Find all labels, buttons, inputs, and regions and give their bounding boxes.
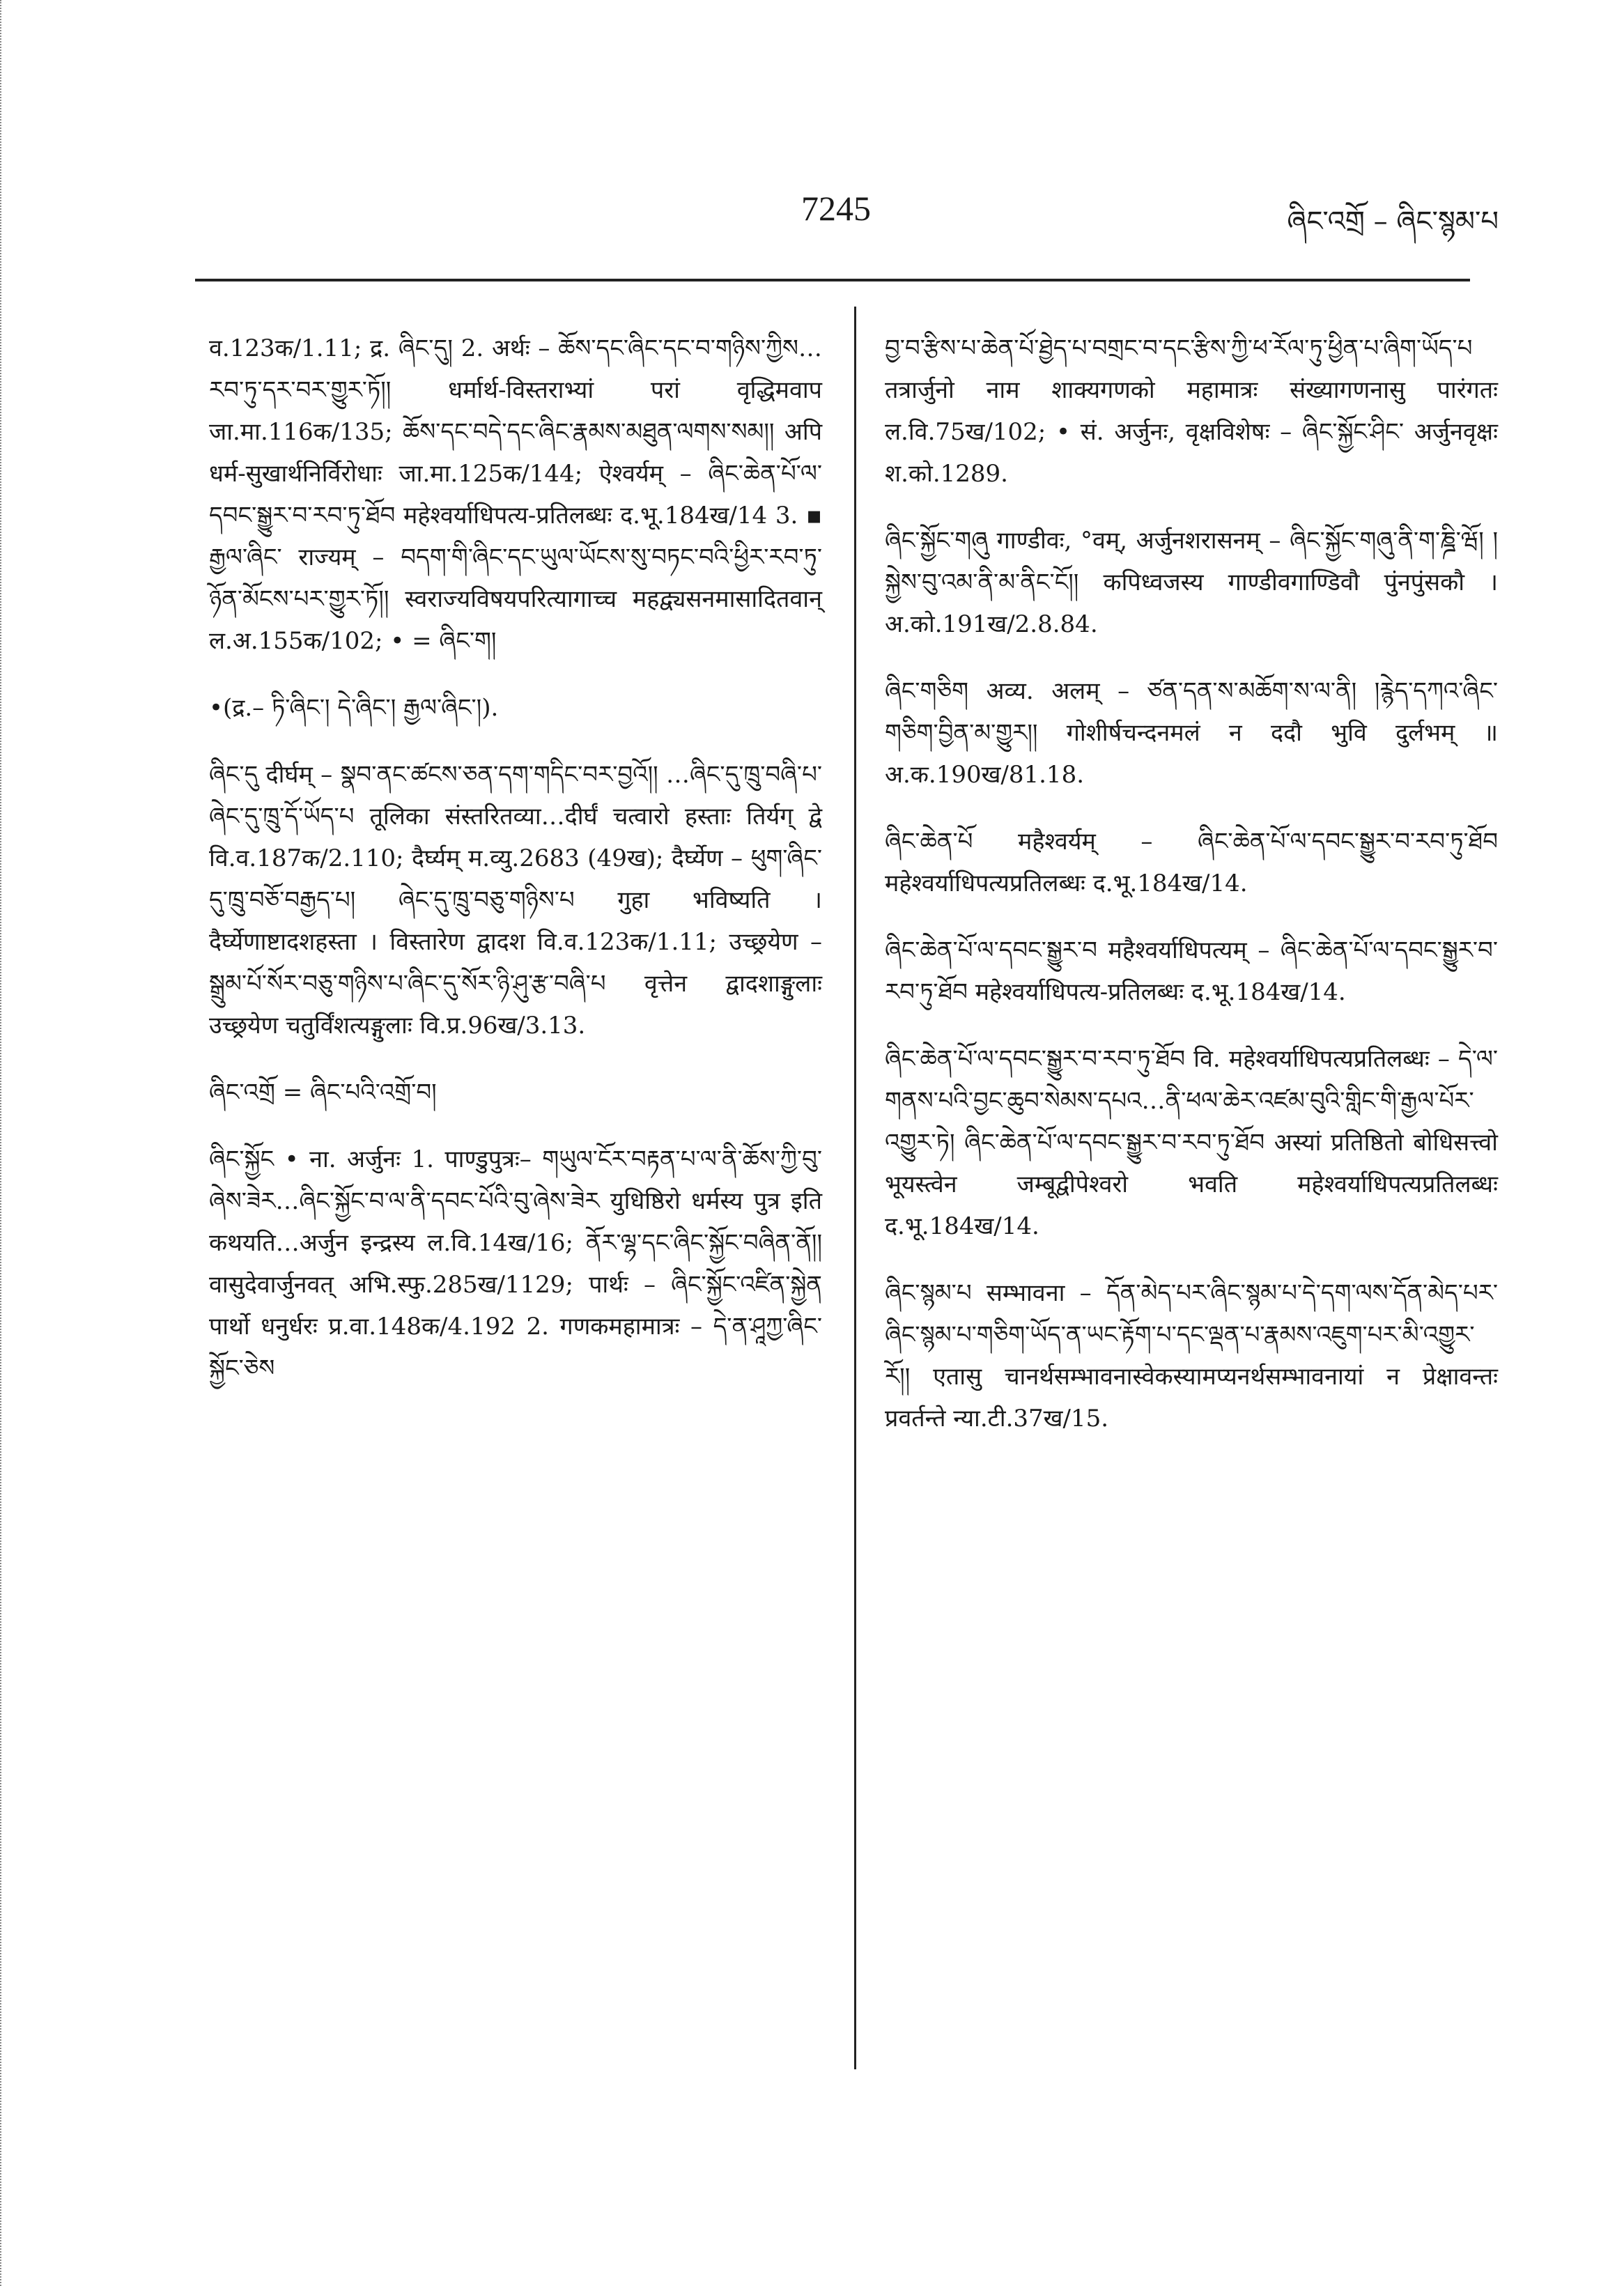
dictionary-entry bbox=[885, 1038, 1498, 1247]
dictionary-entry bbox=[885, 327, 1498, 495]
page-number: 7245 bbox=[801, 189, 871, 228]
entry-text: •(द्र.– ཏི་ཞིང་། དེ་ཞིང་། རྒྱལ་ཞིང་།). bbox=[209, 694, 499, 722]
entry-text: ཞིང་གཅིག अव्य. अलम् – ཙན་དན་ས་མཆོག་ས་ལ་ནི། །རྙེད་དཀའ་ཞིང་གཅིག་བྱིན་མ་གྱུར།། गोशीर्षचन्दनमलं न ददौ भुवि दुर्लभम् ॥ अ.क.190ख/81.18. bbox=[885, 677, 1498, 789]
dictionary-entry bbox=[885, 929, 1498, 1013]
entry-text: ཞིང་དུ दीर्घम् – སྣབ་ནང་ཚངས་ཅན་དག་གདིང་བར་བྱའོ།། …ཞིང་དུ་ཁྲུ་བཞི་པ་ཞེང་དུ་ཁྲུ་དོ་ཡོད་པ तूलिका संस्तरितव्या…दीर्घं चत्वारो हस्ताः तिर्यग् द्वे वि.व.187क/2.110; दैर्घ्यम् म.व्यु.2683 (49ख); दैर्घ्येण – ཕུག་ཞིང་དུ་ཁྲུ་བཅོ་བརྒྱད་པ། ཞེང་དུ་ཁྲུ་བཅུ་གཉིས་པ गुहा भविष्यति । दैर्घ्येणाष्टादशहस्ता । विस्तारेण द्वादश वि.व.123क/1.11; उच्छ्रयेण – སྒྲུམ་པོ་སོར་བཅུ་གཉིས་པ་ཞིང་དུ་སོར་ཉི་ཤུ་རྩ་བཞི་པ वृत्तेन द्वादशाङ्गुलाः उच्छ्रयेण चतुर्विंशत्यङ्गुलाः वि.प्र.96ख/3.13. bbox=[209, 761, 822, 1040]
entry-text: ཞིང་སྐྱོང • ना. अर्जुनः 1. पाण्डुपुत्रः– གཡུལ་ངོར་བརྟན་པ་ལ་ནི་ཆོས་ཀྱི་བུ་ཞེས་ཟེར…ཞིང་སྐྱོང་བ་ལ་ནི་དབང་པོའི་བུ་ཞེས་ཟེར युधिष्ठिरो धर्मस्य पुत्र इति कथयति…अर्जुन इन्द्रस्य ल.वि.14ख/16; ནོར་ལྷ་དང་ཞིང་སྐྱོང་བཞིན་ནོ།། वासुदेवार्जुनवत् अभि.स्फु.285ख/1129; पार्थः – ཞིང་སྐྱོང་འཛིན་སྐྱེན पार्थो धनुर्धरः प्र.वा.148क/4.192 2. गणकमहामात्रः – དེ་ན་ཤཱཀྱ་ཞིང་སྐྱོང་ཅེས bbox=[209, 1145, 822, 1382]
left-column bbox=[209, 327, 822, 1414]
dictionary-entry bbox=[209, 754, 822, 1047]
entry-text: ཞིང་ཆེན་པོ་ལ་དབང་སྒྱུར་བ महैश्वर्याधिपत्यम् – ཞིང་ཆེན་པོ་ལ་དབང་སྒྱུར་བ་རབ་ཏུ་ཐོབ महेश्वर्याधिपत्य-प्रतिलब्धः द.भू.184ख/14. bbox=[885, 936, 1498, 1006]
entry-text: ཞིང་ཆེན་པོ་ལ་དབང་སྒྱུར་བ་རབ་ཏུ་ཐོབ वि. महेश्वर्याधिपत्यप्रतिलब्धः – དེ་ལ་གནས་པའི་བྱང་ཆུབ་སེམས་དཔའ…ནི་ཕལ་ཆེར་འཛམ་བུའི་གླིང་གི་རྒྱལ་པོར་འགྱུར་ཏེ། ཞིང་ཆེན་པོ་ལ་དབང་སྒྱུར་བ་རབ་ཏུ་ཐོབ अस्यां प्रतिष्ठितो बोधिसत्त्वो भूयस्त्वेन जम्बूद्वीपेश्वरो भवति महेश्वर्याधिपत्यप्रतिलब्धः द.भू.184ख/14. bbox=[885, 1045, 1498, 1240]
right-column bbox=[885, 327, 1498, 1465]
dictionary-entry bbox=[209, 327, 822, 662]
entry-text: ཞིང་སྙམ་པ सम्भावना – དོན་མེད་པར་ཞིང་སྙམ་པ་དེ་དག་ལས་དོན་མེད་པར་ཞིང་སྙམ་པ་གཅིག་ཡོད་ན་ཡང་རྟོག་པ་དང་ལྡན་པ་རྣམས་འཇུག་པར་མི་འགྱུར་རོ།། एतासु चानर्थसम्भावनास्वेकस्यामप्यनर्थसम्भावनायां न प्रेक्षावन्तः प्रवर्तन्ते न्या.टी.37ख/15. bbox=[885, 1279, 1498, 1432]
entry-text: ཞིང་ཆེན་པོ महैश्वर्यम् – ཞིང་ཆེན་པོ་ལ་དབང་སྒྱུར་བ་རབ་ཏུ་ཐོབ महेश्वर्याधिपत्यप्रतिलब्धः द.भू.184ख/14. bbox=[885, 828, 1498, 897]
dictionary-entry bbox=[209, 1138, 822, 1389]
dictionary-entry bbox=[885, 520, 1498, 645]
dictionary-entry bbox=[885, 670, 1498, 796]
entry-text: व.123क/1.11; द्र. ཞིང་དུ། 2. अर्थः – ཆོས་དང་ཞིང་དང་བ་གཉིས་ཀྱིས…རབ་ཏུ་དར་བར་གྱུར་ཏོ།། धर्मार्थ-विस्तराभ्यां परां वृद्धिमवाप जा.मा.116क/135; ཆོས་དང་བདེ་དང་ཞིང་རྣམས་མཐུན་ལགས་སམ།། अपि धर्म-सुखार्थनिर्विरोधाः जा.मा.125क/144; ऐश्वर्यम् – ཞིང་ཆེན་པོ་ལ་དབང་སྒྱུར་བ་རབ་ཏུ་ཐོབ महेश्वर्याधिपत्य-प्रतिलब्धः द.भू.184ख/14 3. ▪ རྒྱལ་ཞིང་ राज्यम् – བདག་གི་ཞིང་དང་ཡུལ་ཡོངས་སུ་བཏང་བའི་ཕྱིར་རབ་ཏུ་ཉོན་མོངས་པར་གྱུར་ཏོ།། स्वराज्यविषयपरित्यागाच्च महद्व्यसनमासादितवान् ल.अ.155क/102; • = ཞིང་ག། bbox=[209, 334, 822, 655]
entry-text: བྱ་བ་རྩིས་པ་ཆེན་པོ་ཐྱེད་པ་བགྲང་བ་དང་རྩིས་ཀྱི་ཕ་རོལ་ཏུ་ཕྱིན་པ་ཞིག་ཡོད་པ तत्रार्जुनो नाम शाक्यगणको महामात्रः संख्यागणनासु पारंगतः ल.वि.75ख/102; • सं. अर्जुनः, वृक्षविशेषः – ཞིང་སྐྱོང་ཤིང་ अर्जुनवृक्षः श.को.1289. bbox=[885, 334, 1498, 488]
running-head: ཞིང་འགྲོ – ཞིང་སྙམ་པ bbox=[1287, 206, 1499, 238]
entry-text: ཞིང་འགྲོ = ཞིང་པའི་འགྲོ་བ། bbox=[209, 1079, 437, 1106]
scan-margin-marks bbox=[0, 0, 15, 2286]
dictionary-entry bbox=[209, 1072, 822, 1113]
entry-text: ཞིང་སྐྱོང་གཞུ गाण्डीवः, °वम्, अर्जुनशरासनम् – ཞིང་སྐྱོང་གཞུ་ནི་ག་ཎྜི་ཝོ། །སྐྱེས་བུ་འམ་ནི་མ་ནིང་ངོ།། कपिध्वजस्य गाण्डीवगाण्डिवौ पुंनपुंसकौ । अ.को.191ख/2.8.84. bbox=[885, 527, 1498, 638]
header-rule bbox=[195, 279, 1470, 281]
dictionary-entry bbox=[209, 687, 822, 729]
column-divider bbox=[854, 307, 856, 2069]
dictionary-entry bbox=[885, 821, 1498, 904]
dictionary-entry bbox=[885, 1272, 1498, 1439]
